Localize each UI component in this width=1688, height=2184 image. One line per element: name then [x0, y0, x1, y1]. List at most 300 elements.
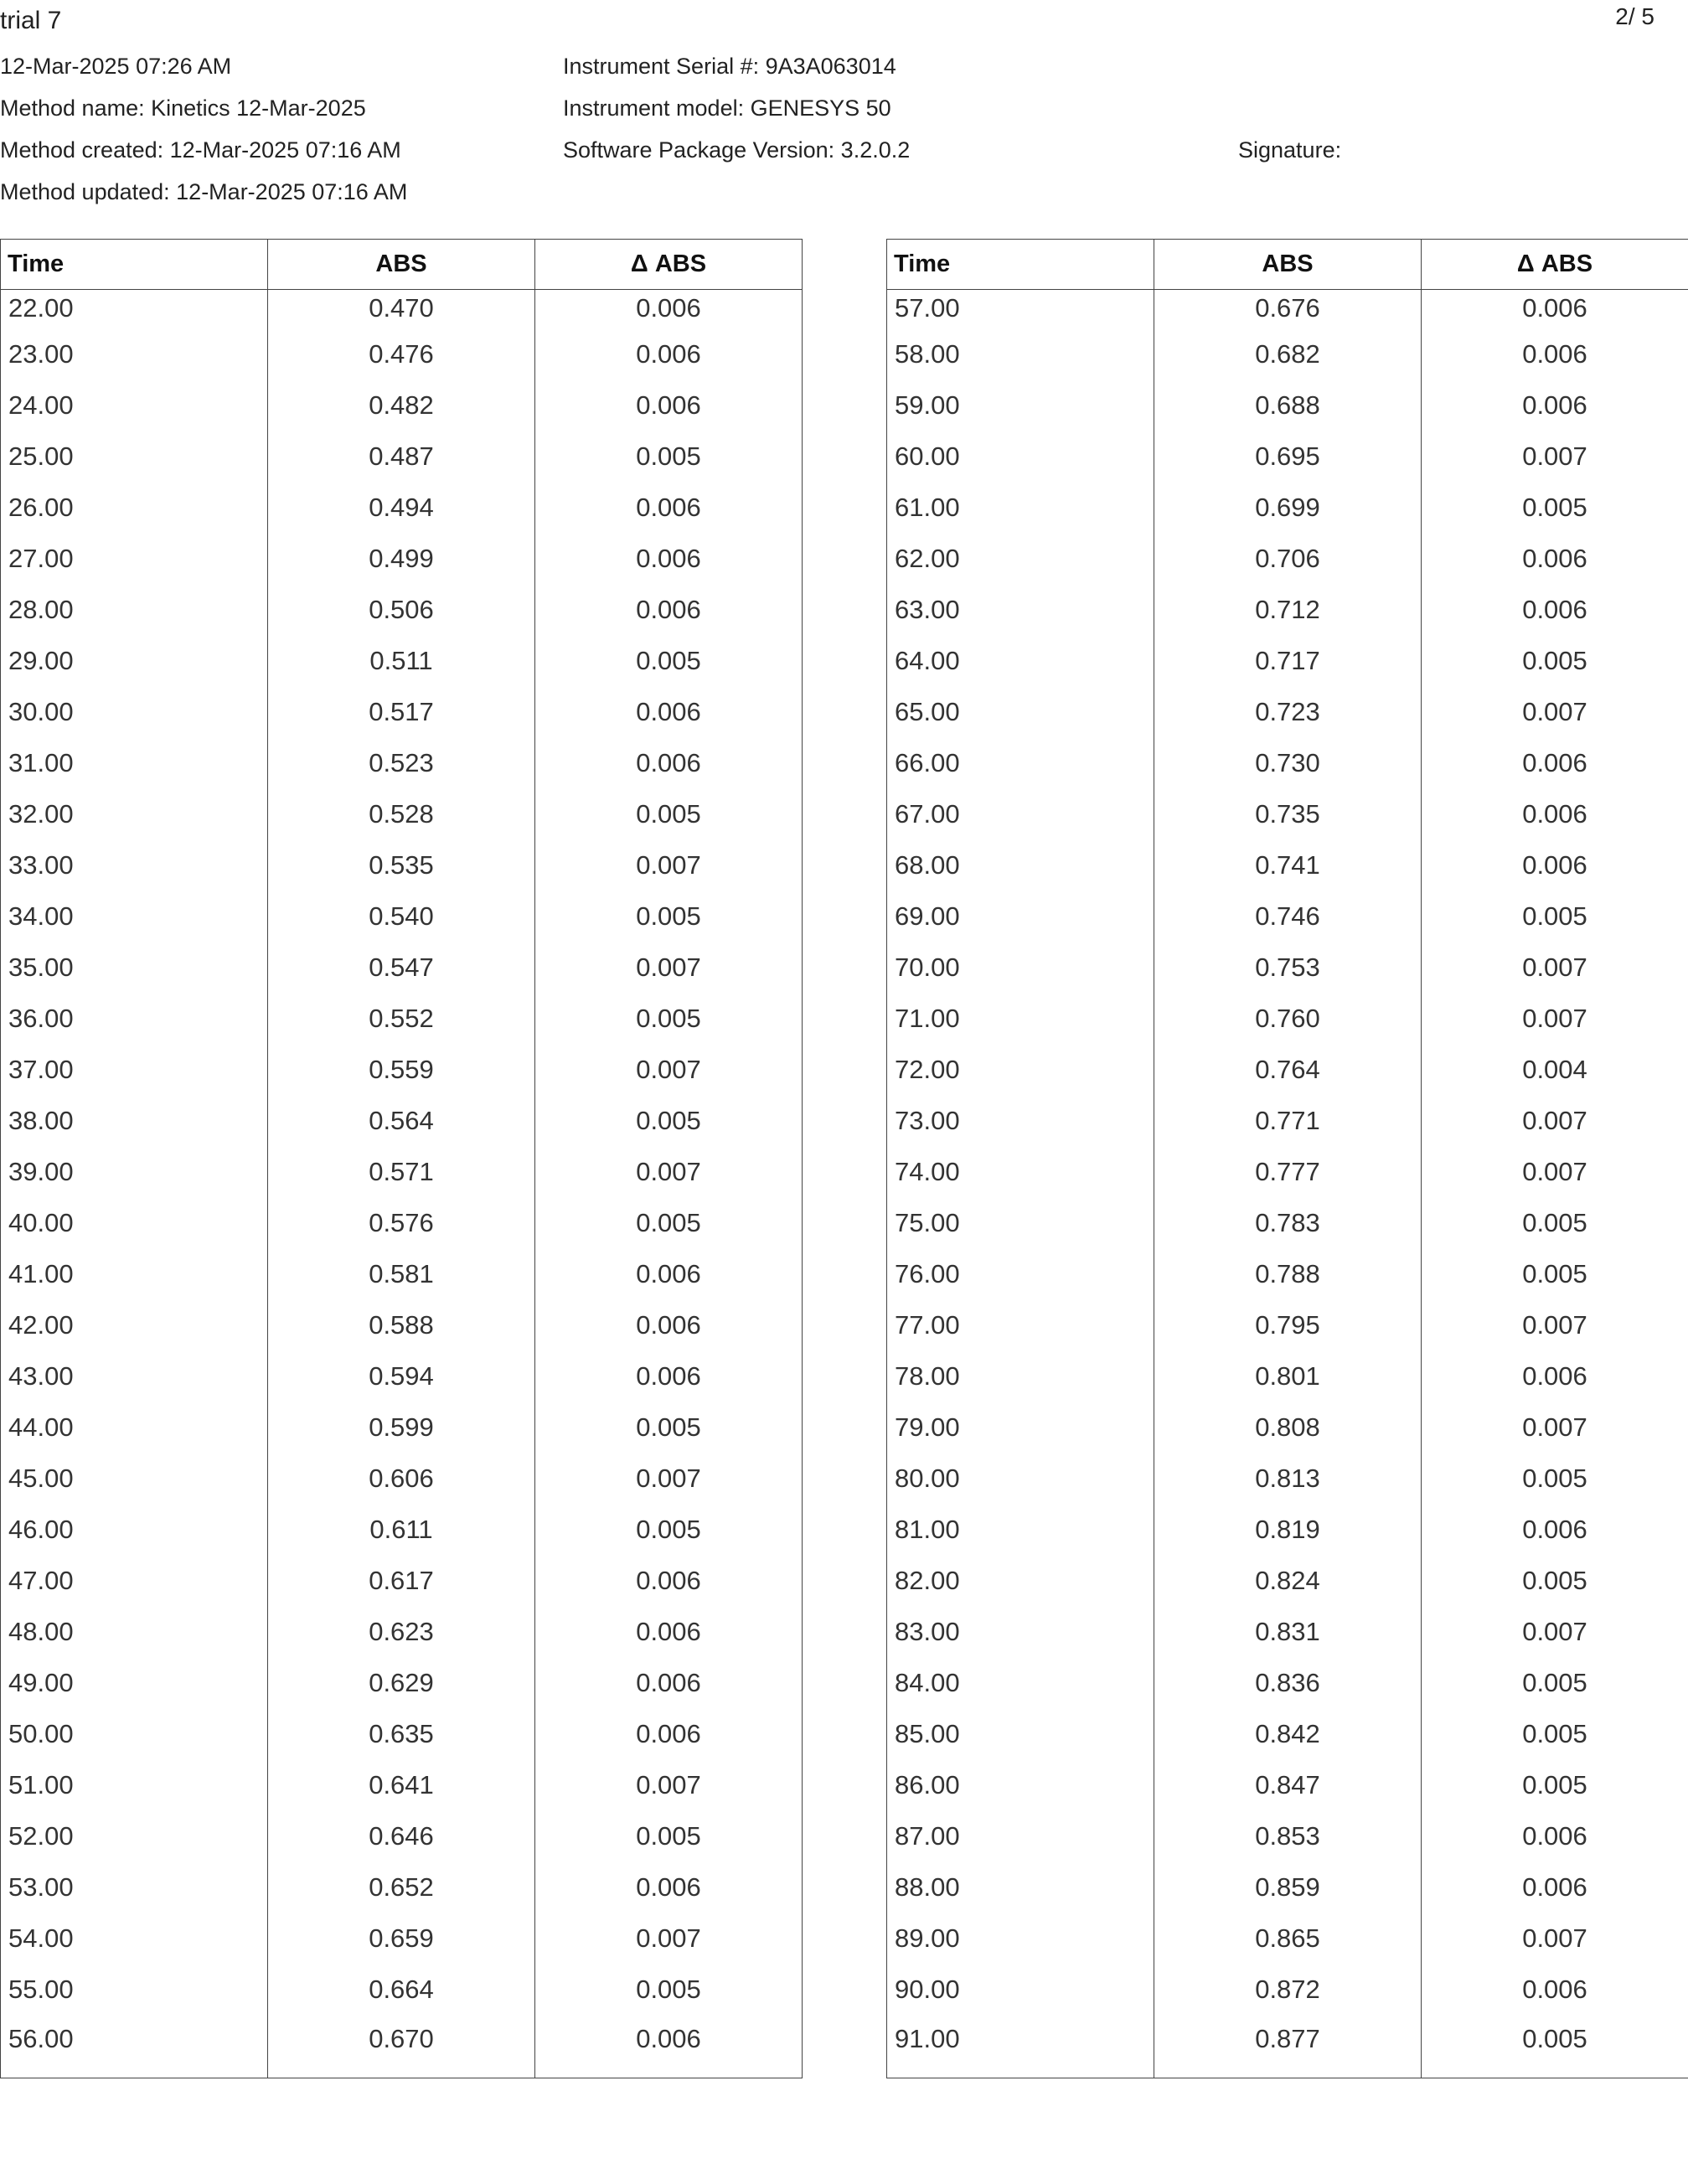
table-row — [1, 1556, 803, 1607]
table-row — [1, 290, 803, 329]
table-row — [1, 380, 803, 431]
table-row — [887, 1045, 1688, 1096]
table-row — [887, 290, 1688, 329]
time-cell: 60.00 — [887, 431, 1154, 483]
abs-cell: 0.552 — [268, 994, 535, 1045]
time-cell: 26.00 — [1, 483, 268, 534]
table-row — [887, 1198, 1688, 1249]
time-cell: 74.00 — [887, 1147, 1154, 1198]
table-row — [887, 1760, 1688, 1811]
delta-abs-cell: 0.006 — [1422, 840, 1688, 891]
delta-abs-cell: 0.006 — [1422, 585, 1688, 636]
delta-abs-cell: 0.005 — [535, 1402, 803, 1453]
time-cell: 32.00 — [1, 789, 268, 840]
delta-abs-cell: 0.007 — [535, 1045, 803, 1096]
abs-cell: 0.517 — [268, 687, 535, 738]
abs-cell: 0.865 — [1154, 1913, 1422, 1965]
delta-abs-cell: 0.006 — [535, 329, 803, 380]
abs-cell: 0.599 — [268, 1402, 535, 1453]
abs-cell: 0.764 — [1154, 1045, 1422, 1096]
time-cell: 85.00 — [887, 1709, 1154, 1760]
page-number: 2/ 5 — [1615, 3, 1654, 29]
table-row — [887, 1607, 1688, 1658]
delta-abs-cell: 0.006 — [535, 1607, 803, 1658]
table-row — [1, 1658, 803, 1709]
time-cell: 35.00 — [1, 942, 268, 994]
delta-abs-cell: 0.007 — [1422, 1096, 1688, 1147]
table-row — [1, 1709, 803, 1760]
time-cell: 69.00 — [887, 891, 1154, 942]
table-row — [887, 483, 1688, 534]
table-header-row — [1, 240, 803, 290]
abs-cell: 0.540 — [268, 891, 535, 942]
table-row — [887, 942, 1688, 994]
delta-abs-cell: 0.006 — [1422, 1811, 1688, 1862]
delta-abs-cell: 0.005 — [535, 891, 803, 942]
delta-abs-cell: 0.006 — [1422, 1505, 1688, 1556]
time-cell: 31.00 — [1, 738, 268, 789]
time-cell: 42.00 — [1, 1300, 268, 1351]
report-title: trial 7 — [0, 7, 62, 34]
abs-cell: 0.511 — [268, 636, 535, 687]
delta-abs-cell: 0.007 — [1422, 1300, 1688, 1351]
table-row — [887, 789, 1688, 840]
time-cell: 53.00 — [1, 1862, 268, 1913]
abs-cell: 0.659 — [268, 1913, 535, 1965]
method-name: Method name: Kinetics 12-Mar-2025 — [0, 96, 366, 121]
table-row — [1, 1096, 803, 1147]
table-row — [1, 1198, 803, 1249]
time-cell: 86.00 — [887, 1760, 1154, 1811]
abs-cell: 0.670 — [268, 2016, 535, 2078]
table-row — [1, 534, 803, 585]
time-cell: 77.00 — [887, 1300, 1154, 1351]
abs-cell: 0.676 — [1154, 290, 1422, 329]
delta-abs-cell: 0.006 — [535, 1556, 803, 1607]
abs-cell: 0.859 — [1154, 1862, 1422, 1913]
time-cell: 67.00 — [887, 789, 1154, 840]
time-cell: 41.00 — [1, 1249, 268, 1300]
column-header-delta-abs: Δ ABS — [1422, 240, 1688, 290]
abs-cell: 0.617 — [268, 1556, 535, 1607]
time-cell: 55.00 — [1, 1965, 268, 2016]
delta-abs-cell: 0.005 — [1422, 1760, 1688, 1811]
delta-abs-cell: 0.005 — [535, 1505, 803, 1556]
delta-abs-cell: 0.006 — [1422, 1965, 1688, 2016]
time-cell: 88.00 — [887, 1862, 1154, 1913]
table-row — [887, 1351, 1688, 1402]
table-row — [1, 1607, 803, 1658]
time-cell: 48.00 — [1, 1607, 268, 1658]
time-cell: 29.00 — [1, 636, 268, 687]
column-header-abs: ABS — [268, 240, 535, 290]
delta-abs-cell: 0.006 — [535, 2016, 803, 2078]
abs-cell: 0.476 — [268, 329, 535, 380]
time-cell: 23.00 — [1, 329, 268, 380]
abs-cell: 0.499 — [268, 534, 535, 585]
table-row — [887, 891, 1688, 942]
time-cell: 50.00 — [1, 1709, 268, 1760]
delta-abs-cell: 0.005 — [1422, 1249, 1688, 1300]
abs-cell: 0.629 — [268, 1658, 535, 1709]
time-cell: 44.00 — [1, 1402, 268, 1453]
abs-cell: 0.723 — [1154, 687, 1422, 738]
time-cell: 40.00 — [1, 1198, 268, 1249]
abs-cell: 0.746 — [1154, 891, 1422, 942]
table-row — [887, 534, 1688, 585]
table-row — [887, 840, 1688, 891]
time-cell: 87.00 — [887, 1811, 1154, 1862]
time-cell: 62.00 — [887, 534, 1154, 585]
time-cell: 78.00 — [887, 1351, 1154, 1402]
time-cell: 52.00 — [1, 1811, 268, 1862]
abs-cell: 0.494 — [268, 483, 535, 534]
time-cell: 46.00 — [1, 1505, 268, 1556]
method-updated: Method updated: 12-Mar-2025 07:16 AM — [0, 179, 408, 204]
table-row — [887, 738, 1688, 789]
table-row — [887, 329, 1688, 380]
abs-cell: 0.735 — [1154, 789, 1422, 840]
abs-cell: 0.795 — [1154, 1300, 1422, 1351]
table-row — [1, 1505, 803, 1556]
abs-cell: 0.717 — [1154, 636, 1422, 687]
time-cell: 80.00 — [887, 1453, 1154, 1505]
abs-cell: 0.783 — [1154, 1198, 1422, 1249]
table-row — [1, 942, 803, 994]
software-version: Software Package Version: 3.2.0.2 — [563, 137, 911, 163]
abs-cell: 0.482 — [268, 380, 535, 431]
abs-cell: 0.523 — [268, 738, 535, 789]
table-row — [1, 329, 803, 380]
abs-cell: 0.836 — [1154, 1658, 1422, 1709]
delta-abs-cell: 0.005 — [1422, 1658, 1688, 1709]
table-header-row — [887, 240, 1688, 290]
time-cell: 66.00 — [887, 738, 1154, 789]
delta-abs-cell: 0.007 — [1422, 687, 1688, 738]
abs-cell: 0.699 — [1154, 483, 1422, 534]
table-row — [1, 1351, 803, 1402]
abs-cell: 0.641 — [268, 1760, 535, 1811]
abs-cell: 0.682 — [1154, 329, 1422, 380]
delta-abs-cell: 0.007 — [1422, 1913, 1688, 1965]
delta-abs-cell: 0.005 — [1422, 1556, 1688, 1607]
time-cell: 79.00 — [887, 1402, 1154, 1453]
delta-abs-cell: 0.005 — [1422, 2016, 1688, 2078]
delta-abs-cell: 0.005 — [535, 1965, 803, 2016]
time-cell: 34.00 — [1, 891, 268, 942]
time-cell: 37.00 — [1, 1045, 268, 1096]
table-row — [1, 1045, 803, 1096]
time-cell: 54.00 — [1, 1913, 268, 1965]
abs-cell: 0.606 — [268, 1453, 535, 1505]
time-cell: 39.00 — [1, 1147, 268, 1198]
table-row — [1, 1913, 803, 1965]
table-row — [1, 789, 803, 840]
delta-abs-cell: 0.007 — [535, 1913, 803, 1965]
table-row — [1, 636, 803, 687]
delta-abs-cell: 0.006 — [535, 585, 803, 636]
delta-abs-cell: 0.006 — [535, 1709, 803, 1760]
abs-cell: 0.695 — [1154, 431, 1422, 483]
abs-cell: 0.872 — [1154, 1965, 1422, 2016]
time-cell: 58.00 — [887, 329, 1154, 380]
time-cell: 68.00 — [887, 840, 1154, 891]
abs-cell: 0.847 — [1154, 1760, 1422, 1811]
delta-abs-cell: 0.005 — [1422, 636, 1688, 687]
table-row — [1, 1147, 803, 1198]
delta-abs-cell: 0.005 — [535, 431, 803, 483]
abs-cell: 0.594 — [268, 1351, 535, 1402]
time-cell: 57.00 — [887, 290, 1154, 329]
abs-cell: 0.824 — [1154, 1556, 1422, 1607]
column-header-delta-abs: Δ ABS — [535, 240, 803, 290]
kinetics-data-table-right — [886, 239, 1688, 2078]
time-cell: 64.00 — [887, 636, 1154, 687]
time-cell: 63.00 — [887, 585, 1154, 636]
column-header-time: Time — [887, 240, 1154, 290]
table-row — [887, 1402, 1688, 1453]
abs-cell: 0.588 — [268, 1300, 535, 1351]
time-cell: 28.00 — [1, 585, 268, 636]
table-row — [887, 1300, 1688, 1351]
delta-abs-cell: 0.006 — [535, 534, 803, 585]
column-header-time: Time — [1, 240, 268, 290]
delta-abs-cell: 0.005 — [535, 636, 803, 687]
table-row — [887, 431, 1688, 483]
delta-abs-cell: 0.007 — [1422, 994, 1688, 1045]
table-row — [1, 483, 803, 534]
abs-cell: 0.813 — [1154, 1453, 1422, 1505]
delta-abs-cell: 0.007 — [535, 1760, 803, 1811]
table-row — [887, 585, 1688, 636]
time-cell: 59.00 — [887, 380, 1154, 431]
time-cell: 91.00 — [887, 2016, 1154, 2078]
delta-abs-cell: 0.005 — [1422, 483, 1688, 534]
delta-abs-cell: 0.007 — [1422, 1607, 1688, 1658]
time-cell: 90.00 — [887, 1965, 1154, 2016]
abs-cell: 0.753 — [1154, 942, 1422, 994]
abs-cell: 0.635 — [268, 1709, 535, 1760]
abs-cell: 0.853 — [1154, 1811, 1422, 1862]
abs-cell: 0.808 — [1154, 1402, 1422, 1453]
abs-cell: 0.819 — [1154, 1505, 1422, 1556]
instrument-serial: Instrument Serial #: 9A3A063014 — [563, 54, 896, 79]
time-cell: 27.00 — [1, 534, 268, 585]
time-cell: 47.00 — [1, 1556, 268, 1607]
table-row — [1, 2016, 803, 2078]
abs-cell: 0.535 — [268, 840, 535, 891]
table-row — [887, 1862, 1688, 1913]
abs-cell: 0.576 — [268, 1198, 535, 1249]
abs-cell: 0.652 — [268, 1862, 535, 1913]
delta-abs-cell: 0.006 — [535, 483, 803, 534]
time-cell: 49.00 — [1, 1658, 268, 1709]
table-row — [887, 1658, 1688, 1709]
delta-abs-cell: 0.006 — [535, 1300, 803, 1351]
table-row — [1, 687, 803, 738]
delta-abs-cell: 0.005 — [1422, 1198, 1688, 1249]
delta-abs-cell: 0.006 — [1422, 380, 1688, 431]
delta-abs-cell: 0.006 — [1422, 329, 1688, 380]
time-cell: 70.00 — [887, 942, 1154, 994]
abs-cell: 0.664 — [268, 1965, 535, 2016]
time-cell: 25.00 — [1, 431, 268, 483]
time-cell: 24.00 — [1, 380, 268, 431]
abs-cell: 0.564 — [268, 1096, 535, 1147]
table-row — [887, 1709, 1688, 1760]
abs-cell: 0.760 — [1154, 994, 1422, 1045]
table-row — [1, 1249, 803, 1300]
time-cell: 33.00 — [1, 840, 268, 891]
table-row — [1, 1453, 803, 1505]
time-cell: 56.00 — [1, 2016, 268, 2078]
delta-abs-cell: 0.007 — [1422, 431, 1688, 483]
abs-cell: 0.487 — [268, 431, 535, 483]
table-row — [1, 1965, 803, 2016]
table-row — [1, 1760, 803, 1811]
delta-abs-cell: 0.006 — [1422, 1351, 1688, 1402]
time-cell: 71.00 — [887, 994, 1154, 1045]
method-created: Method created: 12-Mar-2025 07:16 AM — [0, 137, 401, 163]
time-cell: 76.00 — [887, 1249, 1154, 1300]
abs-cell: 0.741 — [1154, 840, 1422, 891]
delta-abs-cell: 0.006 — [1422, 789, 1688, 840]
time-cell: 51.00 — [1, 1760, 268, 1811]
delta-abs-cell: 0.007 — [535, 942, 803, 994]
delta-abs-cell: 0.007 — [535, 840, 803, 891]
table-row — [887, 636, 1688, 687]
delta-abs-cell: 0.006 — [535, 290, 803, 329]
table-row — [1, 431, 803, 483]
abs-cell: 0.777 — [1154, 1147, 1422, 1198]
delta-abs-cell: 0.005 — [1422, 1453, 1688, 1505]
delta-abs-cell: 0.007 — [1422, 1147, 1688, 1198]
signature-label: Signature: — [1238, 137, 1342, 163]
table-row — [887, 2016, 1688, 2078]
delta-abs-cell: 0.005 — [1422, 891, 1688, 942]
table-row — [887, 1811, 1688, 1862]
table-row — [1, 1811, 803, 1862]
time-cell: 72.00 — [887, 1045, 1154, 1096]
time-cell: 30.00 — [1, 687, 268, 738]
abs-cell: 0.623 — [268, 1607, 535, 1658]
abs-cell: 0.842 — [1154, 1709, 1422, 1760]
table-row — [1, 994, 803, 1045]
kinetics-data-table-left — [0, 239, 803, 2078]
abs-cell: 0.581 — [268, 1249, 535, 1300]
abs-cell: 0.547 — [268, 942, 535, 994]
abs-cell: 0.506 — [268, 585, 535, 636]
instrument-model: Instrument model: GENESYS 50 — [563, 96, 891, 121]
time-cell: 38.00 — [1, 1096, 268, 1147]
delta-abs-cell: 0.005 — [535, 1811, 803, 1862]
delta-abs-cell: 0.007 — [535, 1147, 803, 1198]
table-row — [1, 891, 803, 942]
time-cell: 61.00 — [887, 483, 1154, 534]
abs-cell: 0.470 — [268, 290, 535, 329]
delta-abs-cell: 0.005 — [535, 789, 803, 840]
time-cell: 82.00 — [887, 1556, 1154, 1607]
table-row — [1, 1300, 803, 1351]
time-cell: 75.00 — [887, 1198, 1154, 1249]
abs-cell: 0.571 — [268, 1147, 535, 1198]
abs-cell: 0.706 — [1154, 534, 1422, 585]
time-cell: 89.00 — [887, 1913, 1154, 1965]
delta-abs-cell: 0.006 — [1422, 738, 1688, 789]
table-row — [1, 738, 803, 789]
delta-abs-cell: 0.005 — [1422, 1709, 1688, 1760]
table-row — [887, 1505, 1688, 1556]
abs-cell: 0.771 — [1154, 1096, 1422, 1147]
time-cell: 73.00 — [887, 1096, 1154, 1147]
abs-cell: 0.831 — [1154, 1607, 1422, 1658]
table-row — [887, 1147, 1688, 1198]
table-row — [887, 1453, 1688, 1505]
delta-abs-cell: 0.006 — [535, 1249, 803, 1300]
time-cell: 83.00 — [887, 1607, 1154, 1658]
delta-abs-cell: 0.004 — [1422, 1045, 1688, 1096]
time-cell: 22.00 — [1, 290, 268, 329]
delta-abs-cell: 0.006 — [1422, 534, 1688, 585]
table-row — [1, 1402, 803, 1453]
time-cell: 84.00 — [887, 1658, 1154, 1709]
delta-abs-cell: 0.006 — [535, 1658, 803, 1709]
delta-abs-cell: 0.005 — [535, 1198, 803, 1249]
report-date: 12-Mar-2025 07:26 AM — [0, 54, 232, 79]
delta-abs-cell: 0.005 — [535, 994, 803, 1045]
table-row — [887, 1913, 1688, 1965]
table-row — [887, 994, 1688, 1045]
delta-abs-cell: 0.005 — [535, 1096, 803, 1147]
abs-cell: 0.877 — [1154, 2016, 1422, 2078]
abs-cell: 0.646 — [268, 1811, 535, 1862]
table-row — [887, 1965, 1688, 2016]
table-row — [887, 1249, 1688, 1300]
table-row — [1, 840, 803, 891]
delta-abs-cell: 0.006 — [1422, 290, 1688, 329]
delta-abs-cell: 0.007 — [535, 1453, 803, 1505]
delta-abs-cell: 0.007 — [1422, 1402, 1688, 1453]
abs-cell: 0.801 — [1154, 1351, 1422, 1402]
delta-abs-cell: 0.006 — [535, 1862, 803, 1913]
delta-abs-cell: 0.006 — [535, 380, 803, 431]
delta-abs-cell: 0.006 — [535, 738, 803, 789]
table-row — [1, 585, 803, 636]
time-cell: 43.00 — [1, 1351, 268, 1402]
delta-abs-cell: 0.006 — [1422, 1862, 1688, 1913]
table-row — [887, 1556, 1688, 1607]
time-cell: 81.00 — [887, 1505, 1154, 1556]
table-row — [1, 1862, 803, 1913]
time-cell: 36.00 — [1, 994, 268, 1045]
abs-cell: 0.611 — [268, 1505, 535, 1556]
abs-cell: 0.712 — [1154, 585, 1422, 636]
abs-cell: 0.730 — [1154, 738, 1422, 789]
time-cell: 65.00 — [887, 687, 1154, 738]
abs-cell: 0.528 — [268, 789, 535, 840]
abs-cell: 0.688 — [1154, 380, 1422, 431]
time-cell: 45.00 — [1, 1453, 268, 1505]
delta-abs-cell: 0.007 — [1422, 942, 1688, 994]
table-row — [887, 1096, 1688, 1147]
abs-cell: 0.559 — [268, 1045, 535, 1096]
table-row — [887, 687, 1688, 738]
delta-abs-cell: 0.006 — [535, 1351, 803, 1402]
table-row — [887, 380, 1688, 431]
abs-cell: 0.788 — [1154, 1249, 1422, 1300]
column-header-abs: ABS — [1154, 240, 1422, 290]
delta-abs-cell: 0.006 — [535, 687, 803, 738]
